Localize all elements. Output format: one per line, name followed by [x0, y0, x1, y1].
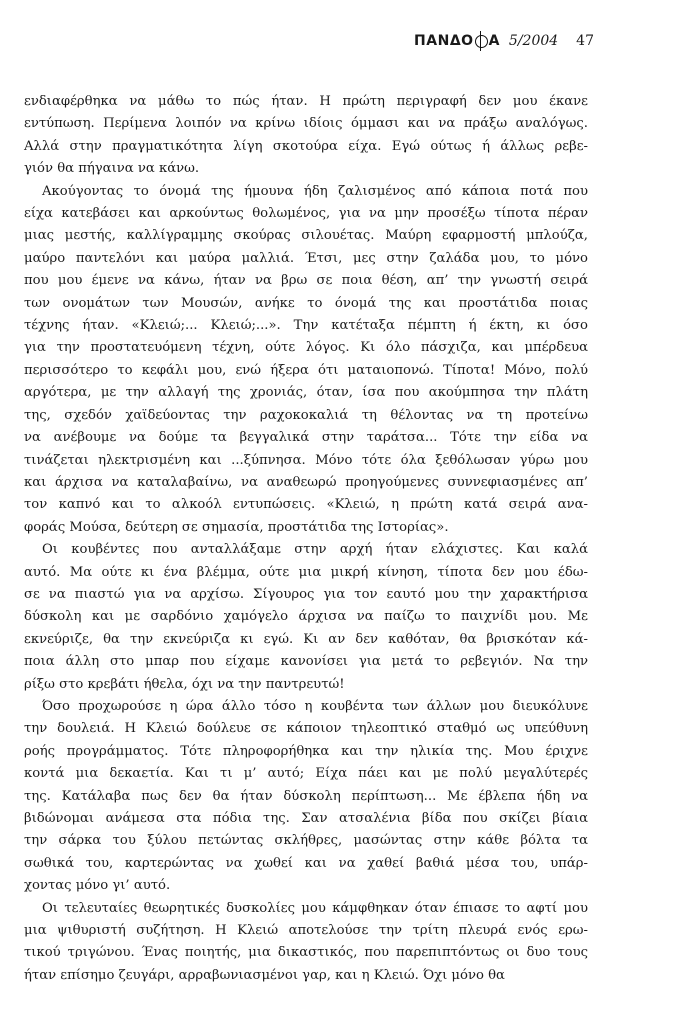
text-line: ρίξω στο κρεβάτι ήθελα, όχι να την παντρευτώ!: [24, 676, 345, 692]
text-line: εκνεύριζε, θα την εκνεύριζα κι εγώ. Κι αν δεν καθόταν, θα βρισκόταν κά-: [24, 631, 588, 647]
text-line: κοντά μια δεκαετία. Και τι μ’ αυτό; Είχα πάει και με πολύ μεγαλύτερές: [24, 766, 588, 782]
text-line: σωθικά του, καρτερώντας να χωθεί και να χαθεί βαθιά μέσα του, υπάρ-: [24, 855, 588, 871]
paragraph: [24, 91, 588, 181]
text-line: τινάζεται ηλεκτρισμένη και ...ξύπνησα. Μόνο τότε όλα ξεθόλωσαν γύρω μου: [24, 452, 588, 468]
text-line: ενδιαφέρθηκα να μάθω το πώς ήταν. Η πρώτη περιγραφή δεν μου έκανε: [24, 94, 588, 109]
paragraph: [24, 696, 588, 898]
text-line: ήταν επίσημο ζευγάρι, αρραβωνιασμένοι γαρ, και η Κλειώ. Όχι μόνο θα: [24, 967, 505, 983]
page-number: 47: [576, 33, 594, 49]
text-line: εντύπωση. Περίμενα λοιπόν να κρίνω ιδίοις όμμασι και να πράξω αναλόγως.: [24, 116, 588, 132]
text-line: χοντας μόνο γι’ αυτό.: [24, 878, 171, 894]
body-text: [24, 91, 588, 987]
text-line: της. Κατάλαβα πως δεν θα ήταν δύσκολη περίπτωση... Με έβλεπα ήδη να: [24, 788, 588, 804]
text-line: την σάρκα του ξύλου πετώντας σκλήθρες, μασώντας στην κάθε βόλτα τα: [24, 833, 588, 849]
paragraph: [24, 539, 588, 696]
text-line: Οι κουβέντες που ανταλλάξαμε στην αρχή ήταν ελάχιστες. Και καλά: [42, 542, 588, 558]
text-line: Οι τελευταίες θεωρητικές δυσκολίες μου κάμφθηκαν όταν έπιασε το αφτί μου: [42, 900, 588, 916]
journal-logo: [414, 33, 500, 49]
text-line: για την προστατευόμενη τέχνη, ούτε λόγος. Κι όλο πάσχιζα, και μπέρδευα: [24, 340, 588, 356]
text-line: που μου έμενε να κάνω, ήταν να βρω σε ποια θέση, απ’ την γνωστή σειρά: [24, 273, 588, 289]
text-line: της, σχεδόν χαϊδεύοντας την ραχοκοκαλιά τη θέλοντας να τη προτείνω: [24, 407, 588, 423]
text-line: τικού τριγώνου. Ένας ποιητής, μια δικαστικός, που παρεπιπτόντως οι δυο τους: [24, 945, 588, 961]
journal-name-prefix: ΠΑΝΔΟ: [414, 33, 474, 49]
running-head: [414, 33, 594, 49]
text-line: αργότερα, με την αλλαγή της χρονιάς, όταν, ίσα που ακούμπησα την πλάτη: [24, 385, 588, 401]
text-line: Ακούγοντας το όνομά της ήμουνα ήδη ζαλισμένος από κάποια ποτά που: [42, 183, 588, 199]
text-line: ποια άλλη στο μπαρ που είχαμε κανονίσει για μετά το ρεβεγιόν. Να την: [24, 654, 588, 670]
text-line: βιδώνομαι ανάμεσα στα πόδια της. Σαν ατσαλένια βίδα που σκίζει βίαια: [24, 811, 588, 826]
paragraph: [24, 898, 588, 988]
issue-number: 5/2004: [508, 33, 559, 49]
text-line: φοράς Μούσα, δεύτερη σε σημασία, προστάτιδα της Ιστορίας».: [24, 519, 449, 535]
text-line: περισσότερο το κεφάλι μου, ενώ ήξερα ότι ματαιοπονώ. Τίποτα! Μόνο, πολύ: [24, 362, 588, 378]
paragraph: [24, 181, 588, 540]
text-line: είχα κατεβάσει και αρκούντως θολωμένος, για να μην προσέξω τίποτα πέραν: [24, 206, 588, 222]
text-line: τον καπνό και το αλκοόλ εντυπώσεις. «Κλειώ, η πρώτη κατά σειρά ανα-: [24, 497, 588, 513]
text-line: τέχνης ήταν. «Κλειώ;... Κλειώ;...». Την κατέταξα πέμπτη ή έκτη, κι όσο: [24, 318, 588, 334]
text-line: μια ψιθυριστή συζήτηση. Η Κλειώ αποτελούσε την τρίτη πλευρά ενός ερω-: [24, 923, 588, 939]
journal-name-suffix: Α: [488, 33, 500, 49]
text-line: να ανέβουμε να δούμε τα βεγγαλικά στην ταράτσα... Τότε την είδα να: [24, 430, 588, 446]
text-line: αυτό. Μα ούτε κι ένα βλέμμα, ούτε μια μικρή κίνηση, τίποτα δεν μου έδω-: [24, 564, 588, 580]
journal-logo-icon: [475, 35, 488, 48]
text-line: σε να πιαστώ για να αρχίσω. Σίγουρος για τον εαυτό μου την χαρακτήρισα: [24, 586, 588, 602]
text-line: Όσο προχωρούσε η ώρα άλλο τόσο η κουβέντα των άλλων μου διευκόλυνε: [42, 698, 588, 714]
text-line: μαύρο παντελόνι και μαύρα μαλλιά. Έτσι, μες στην ζαλάδα μου, το μόνο: [24, 250, 588, 266]
text-line: γιόν θα πήγαινα να κάνω.: [24, 161, 200, 177]
text-line: των ονομάτων των Μουσών, ανήκε το όνομά της και προστάτιδα ποιας: [24, 295, 588, 311]
text-line: μιας μεστής, καλλίγραμμης σκούρας σιλουέτας. Μαύρη εφαρμοστή μπλούζα,: [24, 228, 588, 244]
text-line: την δουλειά. Η Κλειώ δούλευε σε κάποιον τηλεοπτικό σταθμό ως υπεύθυνη: [24, 721, 588, 737]
text-line: ροής προγράμματος. Τότε πληροφορήθηκα και την ηλικία της. Μου έριχνε: [24, 743, 588, 759]
text-line: και άρχισα να καταλαβαίνω, να αναθεωρώ προηγούμενες συννεφιασμένες απ’: [24, 474, 588, 490]
text-line: Αλλά στην πραγματικότητα λίγη σκοτούρα είχα. Εγώ ούτως ή άλλως ρεβε-: [24, 138, 588, 154]
text-line: δύσκολη και με σαρδόνιο χαμόγελο άρχισα να παίζω το παιχνίδι μου. Με: [24, 609, 588, 625]
